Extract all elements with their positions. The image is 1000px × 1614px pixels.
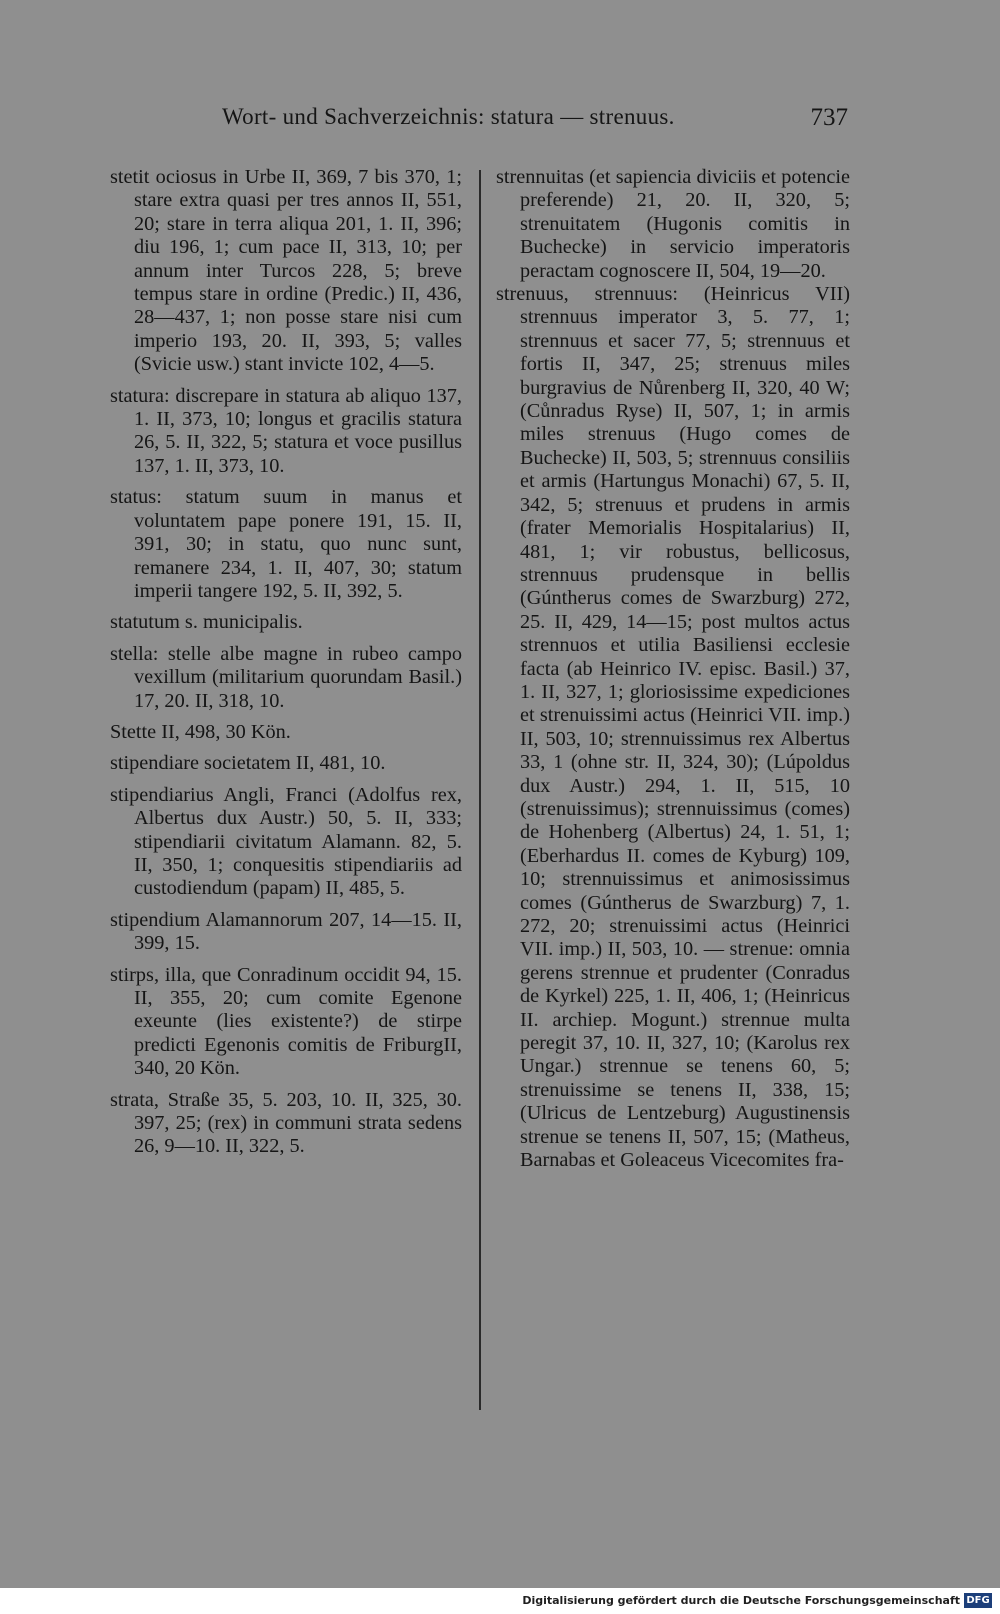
index-entry: statura: discrepare in statura ab aliquo 137, 1. II, 373, 10; longus et gracilis statura 26, 5. II, 322, 5; statura et voce pusillus 137, 1. II, 373, 10. — [110, 384, 462, 477]
index-entry: stipendiarius Angli, Franci (Adolfus rex, Albertus dux Austr.) 50, 5. II, 333; stipendiarii civitatum Alamann. 82, 5. II, 350, 1; conquesitis stipendiariis ad custodiendum (papam) II, 485, 5. — [110, 783, 462, 900]
index-entry: stella: stelle albe magne in rubeo campo vexillum (militarium quorundam Basil.) 17, 20. II, 318, 10. — [110, 642, 462, 712]
index-entry: stipendiare societatem II, 481, 10. — [110, 752, 386, 775]
header-title: Wort- und Sachverzeichnis: statura — strenuus. — [222, 104, 675, 129]
dfg-logo-icon: DFG — [964, 1593, 992, 1608]
index-entry: stipendium Alamannorum 207, 14—15. II, 399, 15. — [110, 908, 462, 955]
index-entry: strennuitas (et sapiencia diviciis et potencie preferende) 21, 20. II, 320, 5; strenuitatem (Hugonis comitis in Buchecke) in servicio imperatoris peractam cognoscere II, 504, 19—20. — [496, 166, 850, 282]
page-number: 737 — [810, 104, 848, 131]
footer-credit: Digitalisierung gefördert durch die Deutsche Forschungsgemeinschaft — [522, 1594, 960, 1607]
index-entry: strata, Straße 35, 5. 203, 10. II, 325, 30. 397, 25; (rex) in communi strata sedens 26, 9—10. II, 322, 5. — [110, 1088, 462, 1158]
left-column — [110, 166, 462, 1167]
index-entry: Stette II, 498, 30 Kön. — [110, 720, 291, 743]
running-header — [110, 104, 850, 138]
index-entry: statutum s. municipalis. — [110, 611, 303, 634]
index-entry: status: statum suum in manus et voluntatem pape ponere 191, 15. II, 391, 30; in statu, quo nunc sunt, remanere 234, 1. II, 407, 30; statum imperii tangere 192, 5. II, 392, 5. — [110, 486, 462, 602]
index-entry: strenuus, strennuus: (Heinricus VII) strennuus imperator 3, 5. 77, 1; strennuus et sacer 77, 5; strennuus et fortis II, 347, 25; strenuus miles burgravius de Nůrenberg II, 320, 40 W; (Cůnradus Ryse) II, 507, 1; in armis miles strenuus (Hugo comes de Buchecke) II, 503, 5; strennuus consiliis et armis (Hartungus Monachi) 67, 5. II, 342, 5; strenuus et prudens in armis (frater Memorialis Hospitalarius) II, 481, 1; vir robustus, bellicosus, strennuus prudensque in bellis (Gúntherus comes de Swarzburg) 272, 25. II, 429, 14—15; post multos actus strennuos et utilia Basiliensi ecclesie facta (ab Heinrico IV. episc. Basil.) 37, 1. II, 327, 1; gloriosissime expediciones et strenuissimi actus (Heinrici VII. imp.) II, 503, 10; strennuissimus rex Albertus 33, 1 (ohne str. II, 324, 30); (Lúpoldus dux Austr.) 294, 1. II, 515, 10 (strenuissimus); strennuissimus (comes) de Hohenberg (Albertus) 24, 1. 51, 1; (Eberhardus II. comes de Kyburg) 109, 10; strennuissimus et animosissimus comes (Gúntherus de Swarzburg) 7, 1. 272, 20; strenuissimi actus (Heinrici VII. imp.) II, 503, 10. — strenue: omnia gerens strennue et prudenter (Conradus de Kyrkel) 225, 1. II, 406, 1; (Heinricus II. archiep. Mogunt.) strennue multa peregit 37, 10. II, 327, 10; (Karolus rex Ungar.) strennue se tenens 60, 5; strenuissime se tenens II, 338, 15; (Ulricus de Lentzeburg) Augustinensis strenue se tenens II, 507, 15; (Matheus, Barnabas et Goleaceus Vicecomites fra- — [496, 283, 850, 1172]
right-column — [496, 166, 850, 1172]
index-entry: stetit ociosus in Urbe II, 369, 7 bis 370, 1; stare extra quasi per tres annos II, 551, 20; stare in terra aliqua 201, 1. II, 396; diu 196, 1; cum pace II, 313, 10; per annum inter Turcos 228, 5; breve tempus stare in ordine (Predic.) II, 436, 28—437, 1; non posse stare nisi cum imperio 193, 20. II, 393, 5; valles (Svicie usw.) stant invicte 102, 4—5. — [110, 166, 462, 376]
column-divider — [479, 170, 481, 1410]
digitization-footer — [0, 1588, 1000, 1614]
index-entry: stirps, illa, que Conradinum occidit 94, 15. II, 355, 20; cum comite Egenone exeunte (lies existente?) de stirpe predicti Egenonis comitis de FriburgII, 340, 20 Kön. — [110, 963, 462, 1080]
